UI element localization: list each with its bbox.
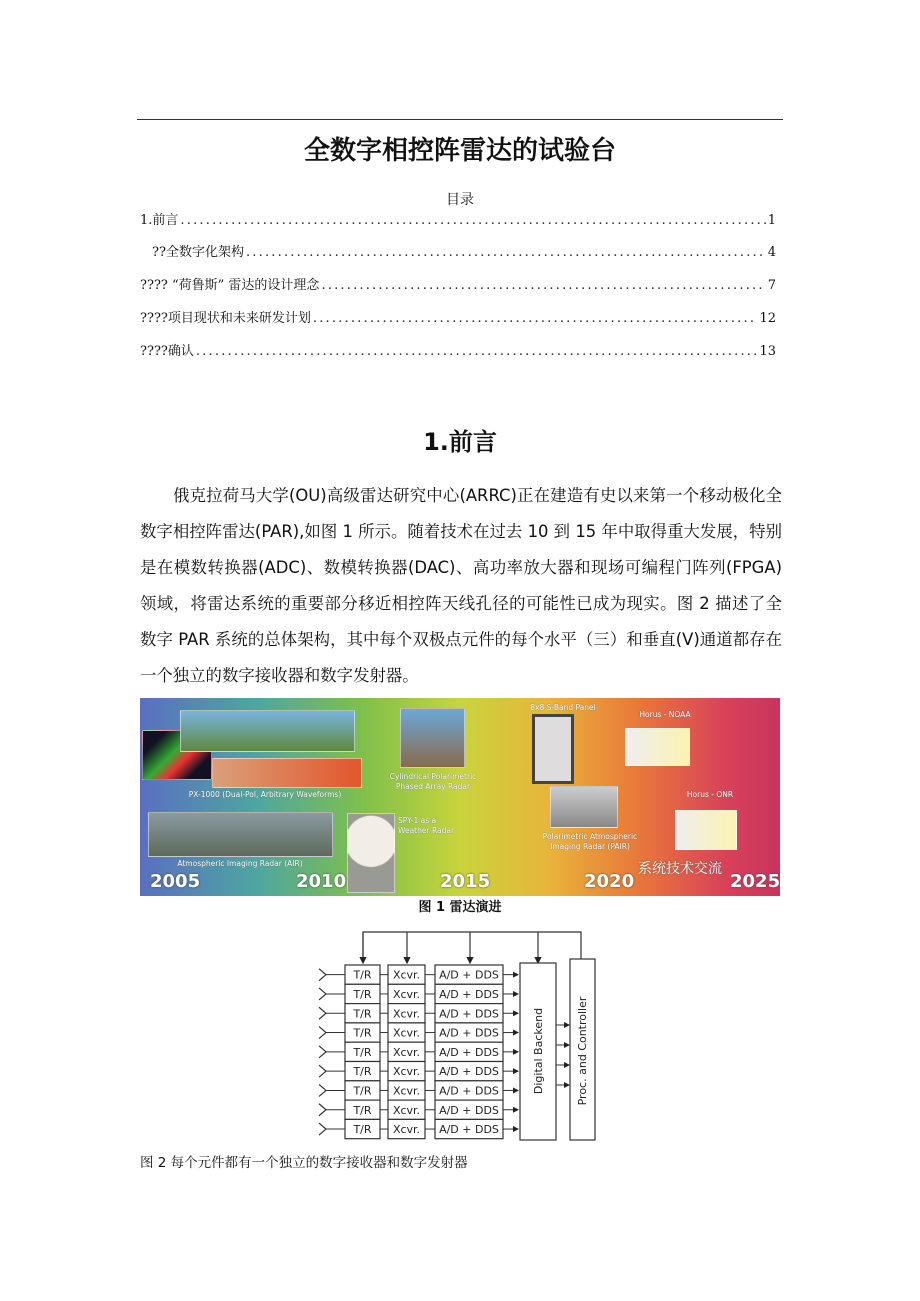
toc-leader (180, 213, 765, 228)
tr-module-label: T/R (353, 1065, 372, 1079)
antenna-element-icon (319, 988, 326, 1000)
transceiver-label: Xcvr. (392, 1123, 421, 1137)
transceiver-label: Xcvr. (392, 987, 421, 1001)
watermark-text: 系统技术交流 (638, 861, 722, 877)
horus-noaa-label: Horus - NOAA (639, 710, 691, 719)
digital-backend-label: Digital Backend (532, 1007, 545, 1095)
transceiver-label: Xcvr. (392, 1026, 421, 1040)
transceiver-label: Xcvr. (392, 1045, 421, 1059)
horus-onr-label: Horus - ONR (686, 790, 734, 799)
year-label: 2010 (296, 871, 347, 892)
antenna-element-icon (319, 1104, 326, 1116)
architecture-diagram (313, 925, 603, 1147)
toc-entry[interactable] (140, 274, 776, 292)
toc-leader (196, 344, 758, 359)
antenna-element-icon (319, 969, 326, 981)
toc-page: 1 (767, 213, 776, 228)
toc-leader (321, 278, 765, 293)
toc-page: 4 (767, 245, 776, 260)
antenna-element-icon (319, 1084, 326, 1096)
figure1-caption: 图 1 雷达演进 (418, 900, 502, 915)
cppar-label: Cylindrical Polarimetric Phased Array Radar (389, 772, 477, 791)
spy1-label: SPY-1 as a Weather Radar (398, 816, 455, 835)
ad-dds-label: A/D + DDS (439, 1123, 499, 1137)
toc-entry[interactable] (152, 241, 776, 259)
tr-module-label: T/R (353, 1007, 372, 1021)
antenna-element-icon (319, 1007, 326, 1019)
section-heading: 1.前言 (423, 428, 497, 456)
toc-leader (246, 245, 766, 260)
toc-heading: 目录 (446, 192, 474, 208)
toc-page: 12 (759, 311, 776, 326)
air-label: Atmospheric Imaging Radar (AIR) (177, 859, 303, 868)
processor-controller-label: Proc. and Controller (576, 996, 589, 1106)
transceiver-label: Xcvr. (392, 1084, 421, 1098)
toc-page: 7 (767, 278, 776, 293)
toc-entry-label: ????项目现状和未来研发计划 (140, 311, 311, 326)
toc-page: 13 (759, 344, 776, 359)
tr-module-label: T/R (353, 968, 372, 982)
ad-dds-label: A/D + DDS (439, 1007, 499, 1021)
panel-label: 8x8 S-Band Panel (530, 703, 596, 712)
ad-dds-label: A/D + DDS (439, 1026, 499, 1040)
transceiver-label: Xcvr. (392, 1007, 421, 1021)
pair-label: Polarimetric Atmospheric Imaging Radar (PAIR) (542, 832, 638, 851)
transceiver-label: Xcvr. (392, 968, 421, 982)
toc-entry[interactable] (140, 209, 776, 227)
year-label: 2020 (584, 871, 635, 892)
toc-entry-label: ???? “荷鲁斯” 雷达的设计理念 (140, 278, 320, 293)
air-photo (148, 812, 333, 857)
tr-module-label: T/R (353, 1084, 372, 1098)
horus-onr-truck-image (675, 810, 737, 850)
tr-module-label: T/R (353, 1103, 372, 1117)
landscape-photo (180, 710, 355, 752)
spy1-photo (347, 813, 395, 893)
ad-dds-label: A/D + DDS (439, 1065, 499, 1079)
radar-evolution-figure (140, 698, 780, 896)
control-bus-line (363, 932, 581, 959)
document-title: 全数字相控阵雷达的试验台 (303, 136, 616, 166)
toc-entry[interactable] (140, 307, 776, 325)
figure2-caption: 图 2 每个元件都有一个独立的数字接收器和数字发射器 (140, 1155, 468, 1171)
toc-entry-label: ??全数字化架构 (152, 245, 244, 260)
transceiver-label: Xcvr. (392, 1103, 421, 1117)
intro-paragraph: 俄克拉荷马大学(OU)高级雷达研究中心(ARRC)正在建造有史以来第一个移动极化全数字相控阵雷达(PAR),如图 1 所示。随着技术在过去 10 到 15 年中取得重大发展，特别是在模数转换器(ADC)、数模转换器(DAC)、高功率放大器和现场可编程门阵列(FPGA)领域，将雷达系统的重要部分移近相控阵天线孔径的可能性已成为现实。图 2 描述了全数字 PAR 系统的总体架构，其中每个双极点元件的每个水平（三）和垂直(V)通道都存在一个独立的数字接收器和数字发射器。 (140, 486, 782, 685)
s-band-panel-image (532, 714, 574, 784)
header-rule (137, 119, 783, 120)
cppar-photo (400, 708, 465, 768)
tr-module-label: T/R (353, 1026, 372, 1040)
toc-entry-label: ????确认 (140, 344, 194, 359)
ad-dds-label: A/D + DDS (439, 1084, 499, 1098)
toc-entry-label: 1.前言 (140, 213, 179, 228)
year-label: 2025 (730, 871, 780, 892)
antenna-element-icon (319, 1027, 326, 1039)
toc-entry[interactable] (140, 340, 776, 358)
transceiver-label: Xcvr. (392, 1065, 421, 1079)
antenna-element-icon (319, 1123, 326, 1135)
antenna-element-icon (319, 1065, 326, 1077)
tr-module-label: T/R (353, 1045, 372, 1059)
year-label: 2005 (150, 871, 201, 892)
px1000-antenna-image (212, 758, 362, 788)
toc-leader (313, 311, 758, 326)
ad-dds-label: A/D + DDS (439, 1103, 499, 1117)
horus-noaa-truck-image (625, 728, 690, 766)
pair-truck-image (550, 786, 618, 828)
px1000-label: PX-1000 (Dual-Pol, Arbitrary Waveforms) (188, 790, 342, 799)
antenna-element-icon (319, 1046, 326, 1058)
ad-dds-label: A/D + DDS (439, 987, 499, 1001)
tr-module-label: T/R (353, 987, 372, 1001)
ad-dds-label: A/D + DDS (439, 1045, 499, 1059)
ad-dds-label: A/D + DDS (439, 968, 499, 982)
year-label: 2015 (440, 871, 491, 892)
tr-module-label: T/R (353, 1123, 372, 1137)
